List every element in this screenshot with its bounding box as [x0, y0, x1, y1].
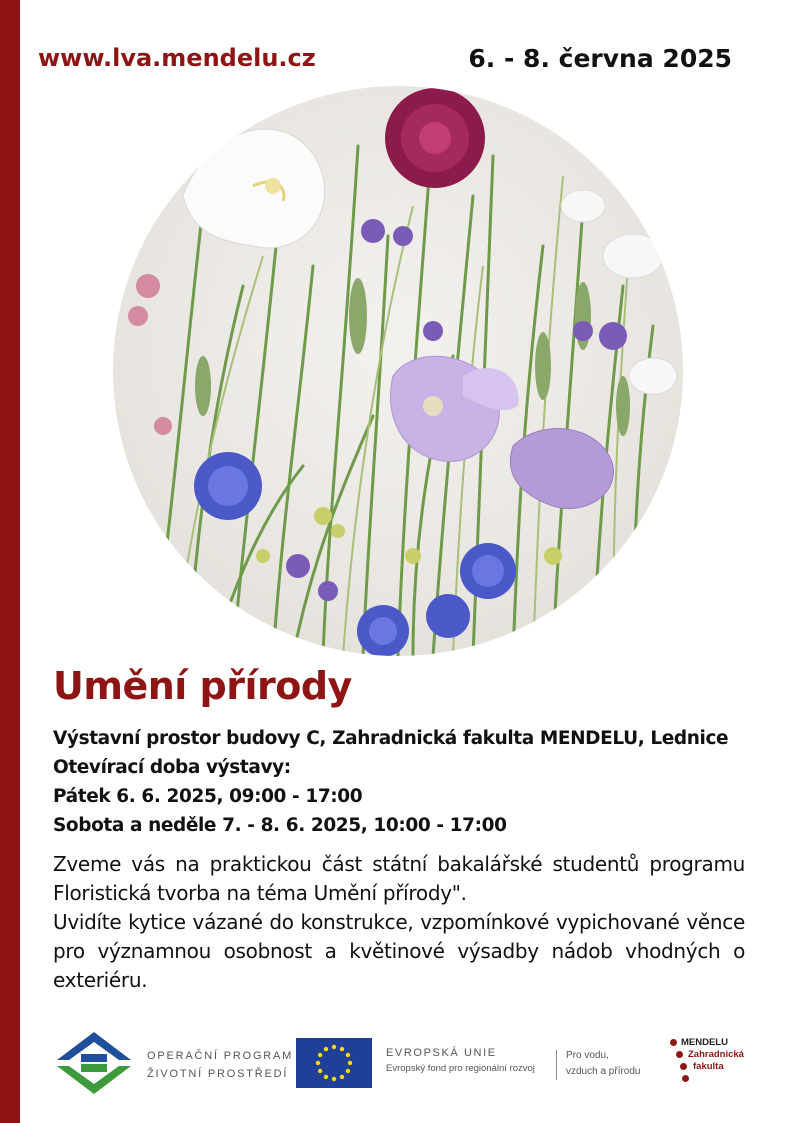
eu-text: [386, 1045, 535, 1077]
eu-flag-icon: [296, 1038, 372, 1088]
motto-line-2: vzduch a přírodu: [566, 1066, 641, 1077]
description-paragraph-1: Zveme vás na praktickou část státní bakalářské studentů programu Floristická tvorba na téma Umění přírody".: [53, 852, 745, 905]
flower-arrangement-photo: [113, 86, 683, 656]
friday-hours: Pátek 6. 6. 2025, 09:00 - 17:00: [53, 786, 363, 807]
weekend-hours: Sobota a neděle 7. - 8. 6. 2025, 10:00 - 17:00: [53, 815, 507, 836]
mendelu-faculty-line-2: fakulta: [693, 1061, 724, 1072]
event-title: Umění přírody: [53, 664, 352, 708]
op-line-2: ŽIVOTNÍ PROSTŘEDÍ: [147, 1068, 289, 1080]
opening-hours-label: Otevírací doba výstavy:: [53, 757, 291, 778]
event-dates: 6. - 8. června 2025: [468, 44, 732, 73]
eu-title: EVROPSKÁ UNIE: [386, 1047, 497, 1059]
website-url[interactable]: www.lva.mendelu.cz: [38, 44, 316, 72]
mendelu-dot-icon: [676, 1051, 683, 1058]
op-zp-text: [147, 1047, 293, 1083]
op-zp-logo-icon: [55, 1030, 133, 1096]
event-description: [53, 850, 745, 995]
description-paragraph-2: Uvidíte kytice vázané do konstrukce, vzpomínkové vypichované věnce pro významnou osobnost a květinové výsadby nádob vhodných o exteriéru.: [53, 910, 745, 992]
mendelu-faculty-line-1: Zahradnická: [688, 1049, 744, 1060]
footer-divider: [556, 1050, 557, 1080]
eu-subtitle: Evropský fond pro regionální rozvoj: [386, 1063, 535, 1074]
sponsor-footer: [0, 1030, 794, 1100]
op-line-1: OPERAČNÍ PROGRAM: [147, 1050, 294, 1062]
motto-line-1: Pro vodu,: [566, 1050, 609, 1061]
venue-text: Výstavní prostor budovy C, Zahradnická fakulta MENDELU, Lednice: [53, 728, 729, 749]
mendelu-logo: [668, 1036, 768, 1096]
mendelu-dot-icon: [670, 1039, 677, 1046]
mendelu-dot-icon: [682, 1075, 689, 1082]
left-accent-bar: [0, 0, 20, 1123]
motto-text: [566, 1048, 641, 1080]
mendelu-name: MENDELU: [681, 1037, 728, 1048]
event-info: [53, 724, 753, 840]
mendelu-dot-icon: [680, 1063, 687, 1070]
